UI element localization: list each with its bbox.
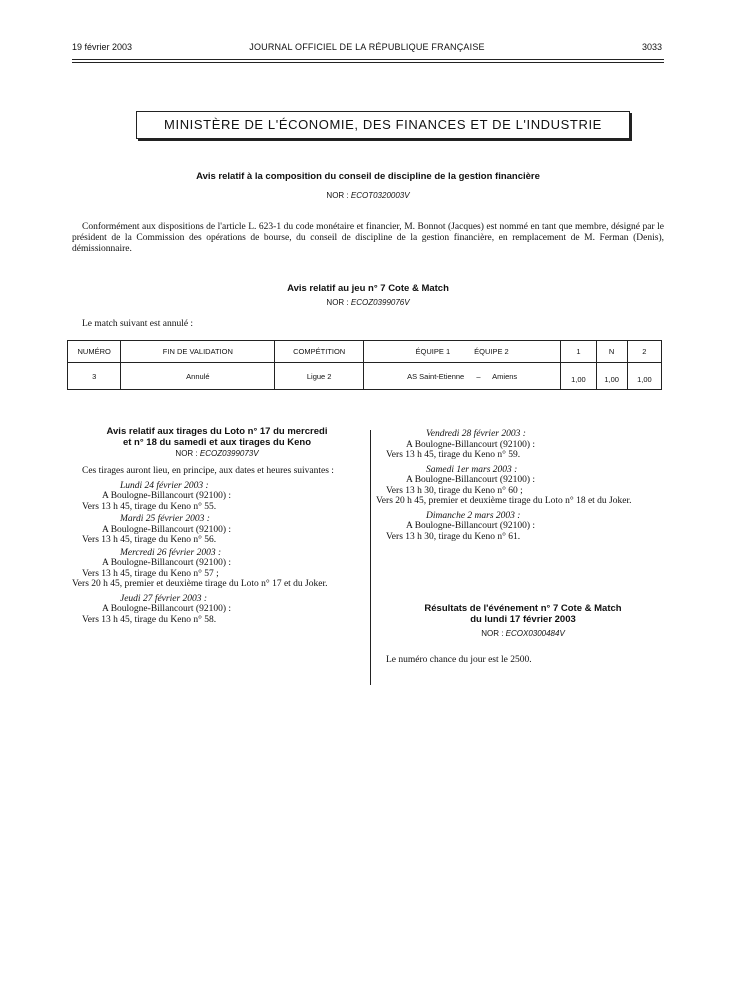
table-header-row [68, 341, 662, 363]
th-equipe1: ÉQUIPE 1 [415, 347, 451, 356]
nor-code: ECOZ0399073V [199, 449, 259, 458]
avis1-nor [72, 191, 664, 200]
day-date: Jeudi 27 février 2003 : [120, 593, 208, 604]
day-date: Dimanche 2 mars 2003 : [426, 510, 521, 521]
day-date: Mercredi 26 février 2003 : [120, 547, 222, 558]
day-draw: Vers 20 h 45, premier et deuxième tirage du Loto n° 18 et du Joker. [376, 496, 632, 506]
avis3-nor [72, 449, 362, 458]
table-row [68, 363, 662, 390]
day-draw: Vers 13 h 30, tirage du Keno n° 60 ; [386, 485, 523, 496]
day-draw: Vers 13 h 45, tirage du Keno n° 57 ; [82, 568, 219, 579]
journal-title: JOURNAL OFFICIEL DE LA RÉPUBLIQUE FRANÇAISE [249, 42, 485, 52]
avis1-title: Avis relatif à la composition du conseil de discipline de la gestion financière [196, 171, 540, 182]
day-location: A Boulogne-Billancourt (92100) : [406, 439, 536, 450]
day-location: A Boulogne-Billancourt (92100) : [406, 521, 536, 531]
avis2-intro: Le match suivant est annulé : [82, 319, 194, 329]
th-n: N [596, 341, 627, 363]
avis1-text: Conformément aux dispositions de l'article L. 623-1 du code monétaire et financier, M. Bonnot (Jacques) est nommé en tant que membre, désigné par le président de la Commission des opérations de bourse, du conseil de discipline de la gestion financière, en remplacement de M. Ferman (Denis), démissionnaire. [72, 222, 664, 254]
nor-label: NOR : [326, 191, 351, 200]
match-table [67, 340, 662, 390]
nor-label: NOR : [175, 449, 200, 458]
cell-fin: Annulé [121, 363, 275, 390]
nor-label: NOR : [481, 629, 506, 638]
day-draw: Vers 13 h 45, tirage du Keno n° 59. [386, 450, 521, 460]
day-location: A Boulogne-Billancourt (92100) : [102, 604, 232, 614]
cell-sep: – [476, 371, 481, 381]
th-competition: COMPÉTITION [275, 341, 364, 363]
header-rule-double [72, 62, 664, 63]
avis3-title-line2: et n° 18 du samedi et aux tirages du Keno [122, 437, 312, 448]
day-date: Lundi 24 février 2003 : [120, 480, 209, 491]
avis3-body-continued [376, 429, 662, 542]
avis2-title: Avis relatif au jeu n° 7 Cote & Match [287, 283, 449, 294]
avis4-title [378, 603, 668, 625]
avis3-title [72, 426, 362, 448]
day-location: A Boulogne-Billancourt (92100) : [102, 558, 232, 568]
day-draw: Vers 13 h 45, tirage du Keno n° 56. [82, 535, 217, 545]
nor-code: ECOX0300484V [505, 629, 565, 638]
th-numero: NUMÉRO [68, 341, 121, 363]
day-draw: Vers 13 h 45, tirage du Keno n° 58. [82, 614, 217, 625]
day-date: Mardi 25 février 2003 : [120, 514, 210, 524]
day-location: A Boulogne-Billancourt (92100) : [406, 475, 536, 485]
cell-n: 1,00 [596, 363, 627, 390]
ministry-title-box: MINISTÈRE DE L'ÉCONOMIE, DES FINANCES ET DE L'INDUSTRIE [136, 111, 630, 139]
cell-competition: Ligue 2 [275, 363, 364, 390]
cell-2: 1,00 [627, 363, 661, 390]
day-date: Samedi 1er mars 2003 : [426, 464, 518, 475]
day-draw: Vers 13 h 45, tirage du Keno n° 55. [82, 501, 217, 512]
th-1: 1 [561, 341, 596, 363]
avis4-nor [378, 629, 668, 638]
th-equipes [363, 341, 560, 363]
day-draw: Vers 20 h 45, premier et deuxième tirage du Loto n° 17 et du Joker. [72, 579, 328, 589]
th-equipe2: ÉQUIPE 2 [474, 347, 509, 356]
cell-numero: 3 [68, 363, 121, 390]
avis3-intro: Ces tirages auront lieu, en principe, aux dates et heures suivantes : [82, 466, 334, 476]
avis3-body [72, 466, 356, 625]
avis4-text: Le numéro chance du jour est le 2500. [386, 655, 532, 665]
avis3-title-line1: Avis relatif aux tirages du Loto n° 17 du mercredi [106, 426, 328, 437]
cell-equipe2: Amiens [492, 371, 518, 381]
avis4-title-line1: Résultats de l'événement n° 7 Cote & Match [424, 603, 622, 614]
th-fin-validation: FIN DE VALIDATION [121, 341, 275, 363]
th-2: 2 [627, 341, 661, 363]
nor-code: ECOZ0399076V [350, 298, 410, 307]
avis2-nor [72, 298, 664, 307]
day-date: Vendredi 28 février 2003 : [426, 429, 526, 439]
page-number: 3033 [641, 42, 662, 52]
nor-label: NOR : [326, 298, 351, 307]
avis4-title-line2: du lundi 17 février 2003 [470, 614, 576, 625]
day-location: A Boulogne-Billancourt (92100) : [102, 524, 232, 535]
day-draw: Vers 13 h 30, tirage du Keno n° 61. [386, 531, 521, 542]
day-location: A Boulogne-Billancourt (92100) : [102, 491, 232, 501]
cell-1: 1,00 [561, 363, 596, 390]
header-rule [72, 59, 664, 60]
nor-code: ECOT0320003V [350, 191, 410, 200]
column-divider [370, 430, 371, 685]
running-header [72, 42, 662, 54]
header-date: 19 février 2003 [72, 42, 133, 52]
cell-equipe1: AS Saint-Etienne [407, 371, 465, 381]
cell-equipes [363, 363, 560, 390]
